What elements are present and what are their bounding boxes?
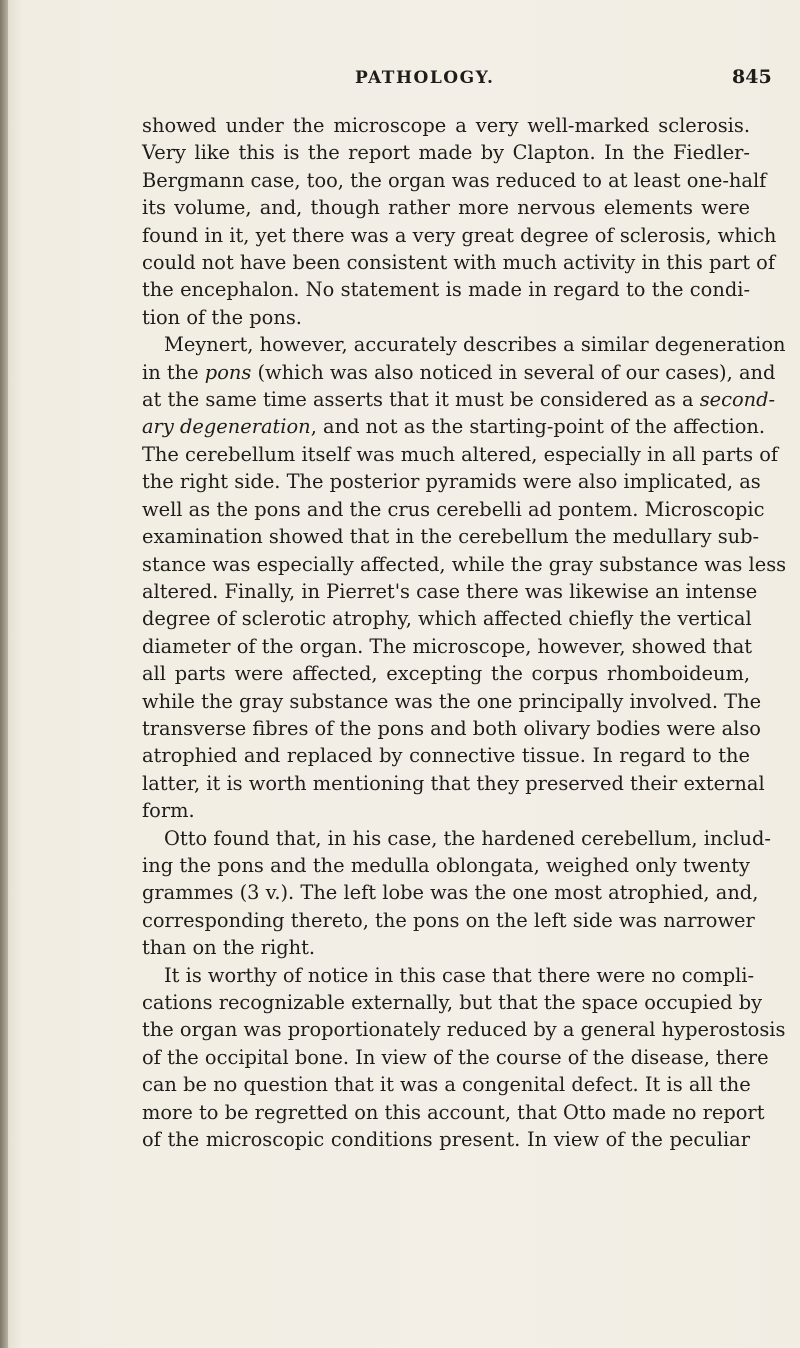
- text-line: [142, 413, 766, 440]
- text-run: at the same time asserts that it must be considered as a: [142, 388, 700, 412]
- text-line: diameter of the organ. The microscope, however, showed that: [142, 634, 753, 658]
- text-line: the encephalon. No statement is made in regard to the condi-: [142, 278, 750, 302]
- page-header: [0, 62, 800, 92]
- text-line: Very like this is the report made by Clapton. In the Fiedler-: [142, 141, 750, 165]
- text-line: its volume, and, though rather more nervous elements were: [142, 196, 750, 220]
- page-number: 845: [732, 66, 772, 88]
- italic-term: ary degeneration: [142, 415, 311, 439]
- text-line: ing the pons and the medulla oblongata, weighed only twenty: [142, 853, 750, 877]
- text-line: degree of sclerotic atrophy, which affected chiefly the vertical: [142, 607, 752, 631]
- text-line: It is worthy of notice in this case that there were no compli-: [164, 963, 755, 987]
- italic-term: second-: [699, 388, 776, 412]
- text-line: [142, 386, 776, 413]
- text-line: stance was especially affected, while the gray substance was less: [142, 552, 787, 576]
- text-line: grammes (3 v.). The left lobe was the one most atrophied, and,: [142, 881, 759, 905]
- text-line: Bergmann case, too, the organ was reduced to at least one-half: [142, 168, 767, 192]
- page-spine-shadow: [0, 0, 8, 1348]
- text-line: well as the pons and the crus cerebelli ad pontem. Microscopic: [142, 497, 765, 521]
- text-line: than on the right.: [142, 936, 316, 960]
- text-line: the right side. The posterior pyramids were also implicated, as: [142, 470, 761, 494]
- text-run: in the: [142, 360, 205, 384]
- text-line: tion of the pons.: [142, 305, 302, 329]
- text-line: Otto found that, in his case, the hardened cerebellum, includ-: [164, 826, 771, 850]
- text-line: showed under the microscope a very well-marked sclerosis.: [142, 114, 750, 137]
- text-line: atrophied and replaced by connective tissue. In regard to the: [142, 744, 750, 768]
- text-line: [142, 359, 776, 386]
- body-text: [142, 112, 787, 1153]
- italic-term: pons: [204, 360, 252, 384]
- text-line: could not have been consistent with much activity in this part of: [142, 251, 776, 275]
- text-line: the organ was proportionately reduced by a general hyperostosis: [142, 1018, 786, 1042]
- text-line: all parts were affected, excepting the corpus rhomboideum,: [142, 662, 750, 686]
- text-line: latter, it is worth mentioning that they preserved their external: [142, 771, 765, 795]
- text-line: examination showed that in the cerebellum the medullary sub-: [142, 525, 760, 549]
- text-line: transverse fibres of the pons and both olivary bodies were also: [142, 716, 761, 740]
- text-line: more to be regretted on this account, that Otto made no report: [142, 1100, 765, 1124]
- text-line: The cerebellum itself was much altered, especially in all parts of: [142, 442, 779, 466]
- text-line: cations recognizable externally, but that the space occupied by: [142, 991, 763, 1014]
- text-line: altered. Finally, in Pierret's case there was likewise an intense: [142, 579, 758, 603]
- text-line: of the occipital bone. In view of the course of the disease, there: [142, 1045, 769, 1069]
- text-line: can be no question that it was a congenital defect. It is all the: [142, 1073, 751, 1097]
- text-line: while the gray substance was the one principally involved. The: [142, 689, 762, 713]
- text-line: Meynert, however, accurately describes a similar degeneration: [164, 333, 786, 357]
- text-line: of the microscopic conditions present. In view of the peculiar: [142, 1128, 750, 1152]
- text-line: form.: [142, 799, 195, 823]
- text-line: corresponding thereto, the pons on the left side was narrower: [142, 908, 755, 932]
- text-run: (which was also noticed in several of our cases), and: [251, 360, 776, 384]
- text-run: , and not as the starting-point of the affection.: [310, 415, 766, 439]
- text-line: found in it, yet there was a very great degree of sclerosis, which: [142, 223, 777, 247]
- running-head: PATHOLOGY.: [355, 68, 495, 88]
